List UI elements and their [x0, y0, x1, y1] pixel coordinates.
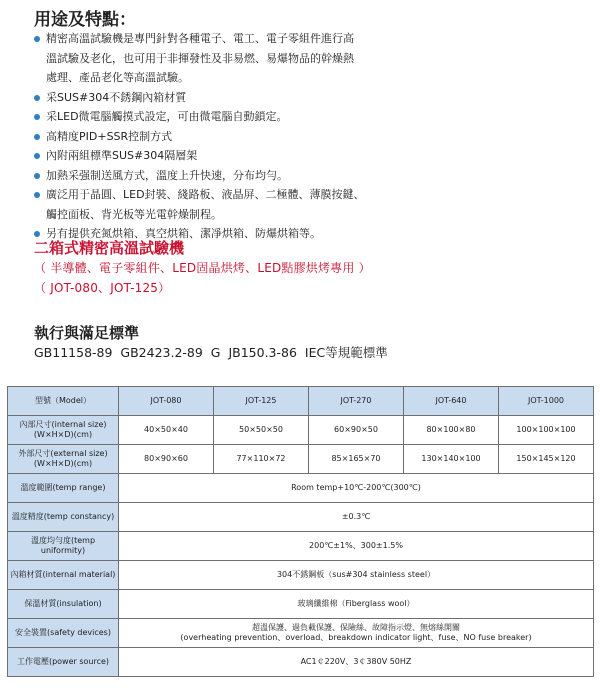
feature-text: 溫試驗及老化，也可用于非揮發性及非易燃、易爆物品的幹燥熱	[46, 51, 354, 65]
table-cell: 50×50×50	[214, 416, 309, 445]
header-model: JOT-125	[214, 387, 309, 416]
product-subtitle-line1: （ 半導體、電子零組件、LED固晶烘烤、LED點膠烘烤專用 ）	[34, 261, 371, 275]
table-cell: 304不銹鋼板（sus#304 stainless steel）	[119, 561, 594, 590]
bullet-dot-icon	[34, 36, 40, 42]
feature-item	[34, 107, 594, 127]
table-row	[8, 648, 594, 677]
header-model: JOT-080	[119, 387, 214, 416]
row-label: 安全裝置(safety devices)	[8, 619, 119, 648]
feature-text: 加熱采强制送風方式，溫度上升快速，分布均勻。	[46, 168, 288, 182]
table-cell: 玻璃纖維棉（Fiberglass wool）	[119, 590, 594, 619]
table-header-row	[8, 387, 594, 416]
row-label	[8, 445, 119, 474]
feature-text: 處理、產品老化等高溫試驗。	[46, 71, 189, 84]
row-label-line: 外部尺寸(external size)	[18, 449, 108, 458]
table-row	[8, 416, 594, 445]
bullet-dot-icon	[34, 173, 40, 179]
row-label-line: (W×H×D)(cm)	[33, 459, 93, 468]
standards-line: GB11158-89 GB2423.2-89 G JB150.3-86 IEC等規範標準	[34, 345, 388, 360]
row-label: 內箱材質(internal material)	[8, 561, 119, 590]
table-row	[8, 532, 594, 561]
table-cell: 77×110×72	[214, 445, 309, 474]
table-cell: 40×50×40	[119, 416, 214, 445]
spec-table	[7, 386, 594, 677]
row-label-line: (W×H×D)(cm)	[33, 430, 93, 439]
table-row	[8, 445, 594, 474]
safety-line: (overheating prevention、overload、breakdown indicator light、fuse、NO fuse breaker)	[180, 633, 532, 642]
feature-item	[34, 185, 594, 224]
feature-item	[34, 166, 594, 186]
standards-title: 執行與滿足標準	[34, 324, 140, 342]
table-cell: 130×140×100	[404, 445, 499, 474]
feature-item	[34, 88, 594, 108]
table-cell: Room temp+10℃-200℃(300℃)	[119, 474, 594, 503]
feature-item	[34, 127, 594, 147]
bullet-dot-icon	[34, 114, 40, 120]
header-model-label: 型號（Model）	[8, 387, 119, 416]
feature-item	[34, 146, 594, 166]
row-label: 溫度均勻度(temp uniformity)	[8, 532, 119, 561]
header-model: JOT-640	[404, 387, 499, 416]
bullet-dot-icon	[34, 95, 40, 101]
table-cell: 80×90×60	[119, 445, 214, 474]
table-row	[8, 561, 594, 590]
feature-text: 采SUS#304不銹鋼內箱材質	[46, 90, 187, 104]
table-cell: 85×165×70	[309, 445, 404, 474]
features-list	[34, 29, 594, 244]
bullet-dot-icon	[34, 192, 40, 198]
product-title: 二箱式精密高溫試驗機	[34, 239, 185, 257]
feature-text: 廣泛用于晶圓、LED封裝、綫路板、液晶屏、二極體、薄膜按鍵、	[46, 188, 365, 201]
bullet-dot-icon	[34, 134, 40, 140]
safety-line: 超溫保護、過負載保護、保險絲、故障指示燈、無熔絲開關	[252, 623, 460, 632]
row-label-line: 內部尺寸(internal size)	[19, 420, 107, 429]
feature-text: 內附兩組標準SUS#304隔層架	[46, 149, 198, 162]
row-label: 溫度精度(temp constancy)	[8, 503, 119, 532]
feature-item	[34, 29, 594, 88]
feature-text: 另有提供充氮烘箱、真空烘箱、潔凈烘箱、防爆烘箱等。	[46, 227, 321, 240]
bullet-dot-icon	[34, 153, 40, 159]
feature-text: 采LED微電腦觸摸式設定，可由微電腦自動鎖定。	[46, 110, 288, 123]
table-cell: 200℃±1%、300±1.5%	[119, 532, 594, 561]
table-row	[8, 619, 594, 648]
product-subtitle-line2: （ JOT-080、JOT-125）	[34, 281, 171, 295]
features-title: 用途及特點：	[34, 10, 136, 30]
table-cell: 100×100×100	[499, 416, 594, 445]
feature-text: 高精度PID+SSR控制方式	[46, 129, 173, 143]
table-cell: ±0.3℃	[119, 503, 594, 532]
table-row	[8, 503, 594, 532]
table-row	[8, 590, 594, 619]
table-cell	[119, 619, 594, 648]
feature-text: 精密高溫試驗機是專門針對各種電子、電工、電子零組件進行高	[46, 32, 354, 45]
feature-text: 觸控面板、背光板等光電幹燥制程。	[46, 207, 222, 221]
row-label: 工作電壓(power source)	[8, 648, 119, 677]
table-cell: AC1￠220V、3￠380V 50HZ	[119, 648, 594, 677]
row-label	[8, 416, 119, 445]
row-label: 溫度範圍(temp range)	[8, 474, 119, 503]
table-cell: 80×100×80	[404, 416, 499, 445]
header-model: JOT-270	[309, 387, 404, 416]
table-cell: 60×90×50	[309, 416, 404, 445]
table-cell: 150×145×120	[499, 445, 594, 474]
header-model: JOT-1000	[499, 387, 594, 416]
row-label: 保溫材質(insulation)	[8, 590, 119, 619]
table-row	[8, 474, 594, 503]
